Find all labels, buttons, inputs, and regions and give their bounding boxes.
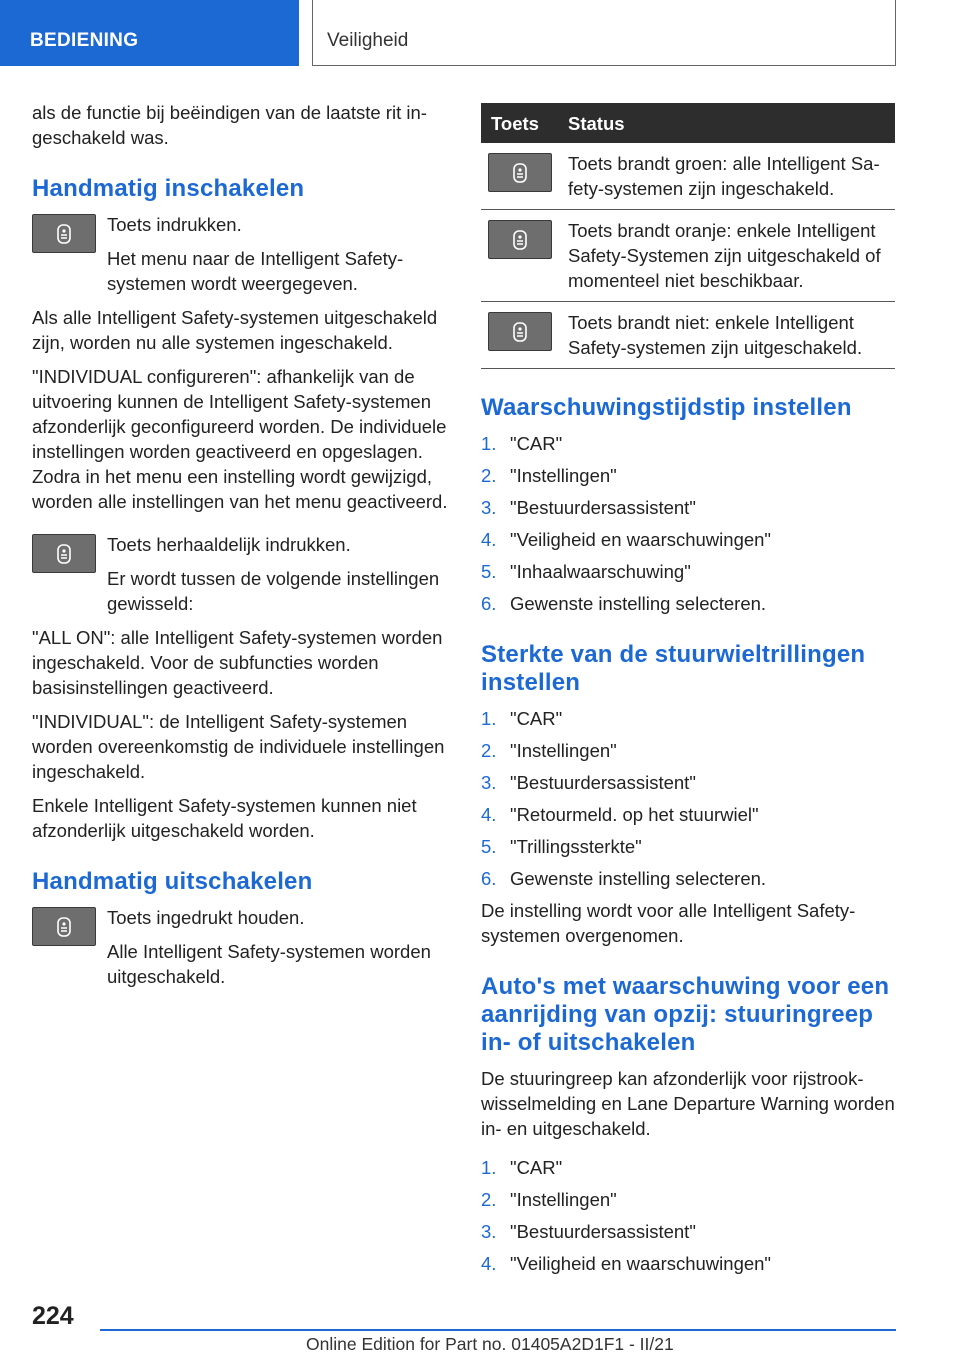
warning-time-steps — [481, 431, 895, 616]
list-item: 6. Gewenste instelling selecteren. — [481, 868, 767, 889]
status-text: Toets brandt niet: enkele Intelligent Safety-systemen zijn uitgeschakeld. — [558, 302, 895, 369]
footer-divider — [100, 1329, 896, 1331]
list-item: 6. Gewenste instelling selecteren. — [481, 593, 767, 614]
column-header-status: Status — [558, 103, 895, 143]
topic-tab — [312, 0, 896, 66]
table-row — [481, 302, 895, 369]
list-item: 1. "CAR" — [481, 433, 563, 454]
vibration-steps — [481, 706, 895, 891]
list-item: 2. "Instellingen" — [481, 740, 617, 761]
safety-button-icon — [488, 220, 552, 259]
edition-note: Online Edition for Part no. 01405A2D1F1 - II/21 — [306, 1334, 674, 1354]
list-item: 2. "Instellingen" — [481, 465, 617, 486]
heading-side-collision: Auto's met waarschuwing voor een aanrijding van opzij: stuuringreep in- of uitschakelen — [481, 973, 890, 1056]
heading-manual-off: Handmatig uitschakelen — [32, 868, 313, 895]
manual-on-individual: "INDIVIDUAL configureren": afhankelijk van de uitvoering kunnen de Intelligent Safety-systemen afzonderlijk geconfigureerd worden. De individuele instellingen worden geactiveerd en opgeslagen. Zodra in het menu een instelling wordt gewijzigd, worden alle instellingen van het menu geactiveerd. — [32, 366, 448, 512]
manual-off-result: Alle Intelligent Safety-systemen worden uitgeschakeld. — [107, 941, 431, 987]
manual-off-hold: Toets ingedrukt houden. — [107, 907, 305, 928]
repeat-block — [32, 532, 448, 625]
list-item: 2. "Instellingen" — [481, 1189, 617, 1210]
table-header-row — [481, 103, 895, 143]
heading-warning-time: Waarschuwingstijdstip instellen — [481, 394, 852, 421]
list-item: 5. "Trillingssterkte" — [481, 836, 642, 857]
left-column — [32, 100, 448, 998]
heading-vibration: Sterkte van de stuurwieltrillingen instellen — [481, 641, 866, 696]
individual-description: "INDIVIDUAL": de Intelligent Safety-systemen worden overeenkomstig de individuele instellingen ingeschakeld. — [32, 711, 445, 782]
right-column — [481, 103, 895, 1283]
heading-manual-on: Handmatig inschakelen — [32, 175, 305, 202]
list-item: 4. "Retourmeld. op het stuurwiel" — [481, 804, 759, 825]
page-number: 224 — [32, 1302, 74, 1330]
table-row — [481, 210, 895, 302]
list-item: 5. "Inhaalwaarschuwing" — [481, 561, 691, 582]
safety-button-icon — [488, 312, 552, 351]
list-item: 3. "Bestuurdersassistent" — [481, 1221, 696, 1242]
list-item: 4. "Veiligheid en waarschuwingen" — [481, 1253, 771, 1274]
repeat-switch: Er wordt tussen de volgende instellingen gewisseld: — [107, 568, 440, 614]
list-item: 3. "Bestuurdersassistent" — [481, 497, 696, 518]
table-row — [481, 143, 895, 210]
manual-on-menu: Het menu naar de Intelligent Safety-systemen wordt weergegeven. — [107, 248, 404, 294]
manual-off-block — [32, 905, 448, 998]
manual-on-press: Toets indrukken. — [107, 214, 242, 235]
section-title: BEDIENING — [30, 30, 139, 51]
safety-button-icon — [32, 534, 96, 573]
vibration-note: De instelling wordt voor alle Intelligent Safety-systemen overgenomen. — [481, 900, 856, 946]
all-on-description: "ALL ON": alle Intelligent Safety-systemen worden ingeschakeld. Voor de subfuncties worden basisinstellingen geactiveerd. — [32, 627, 443, 698]
list-item: 4. "Veiligheid en waarschuwingen" — [481, 529, 771, 550]
status-text: Toets brandt groen: alle Intelligent Safety-systemen zijn ingeschakeld. — [558, 143, 895, 210]
topic-title: Veiligheid — [327, 30, 409, 51]
status-text: Toets brandt oranje: enkele Intelligent Safety-Systemen zijn uitgeschakeld of momenteel niet beschikbaar. — [558, 210, 895, 302]
manual-on-block — [32, 212, 448, 305]
list-item: 3. "Bestuurdersassistent" — [481, 772, 696, 793]
manual-on-all: Als alle Intelligent Safety-systemen uitgeschakeld zijn, worden nu alle systemen ingeschakeld. — [32, 307, 438, 353]
side-collision-steps — [481, 1155, 895, 1276]
status-table — [481, 103, 895, 369]
column-header-key: Toets — [481, 103, 558, 143]
safety-button-icon — [488, 153, 552, 192]
safety-button-icon — [32, 214, 96, 253]
intro-paragraph: als de functie bij beëindigen van de laatste rit ingeschakeld was. — [32, 102, 427, 148]
section-tab — [0, 0, 299, 66]
list-item: 1. "CAR" — [481, 708, 563, 729]
list-item: 1. "CAR" — [481, 1157, 563, 1178]
repeat-press: Toets herhaaldelijk indrukken. — [107, 534, 351, 555]
side-collision-intro: De stuuringreep kan afzonderlijk voor rijstrookwisselmelding en Lane Departure Warning worden in- en uitgeschakeld. — [481, 1068, 895, 1139]
safety-button-icon — [32, 907, 96, 946]
some-cannot-note: Enkele Intelligent Safety-systemen kunnen niet afzonderlijk uitgeschakeld worden. — [32, 795, 417, 841]
